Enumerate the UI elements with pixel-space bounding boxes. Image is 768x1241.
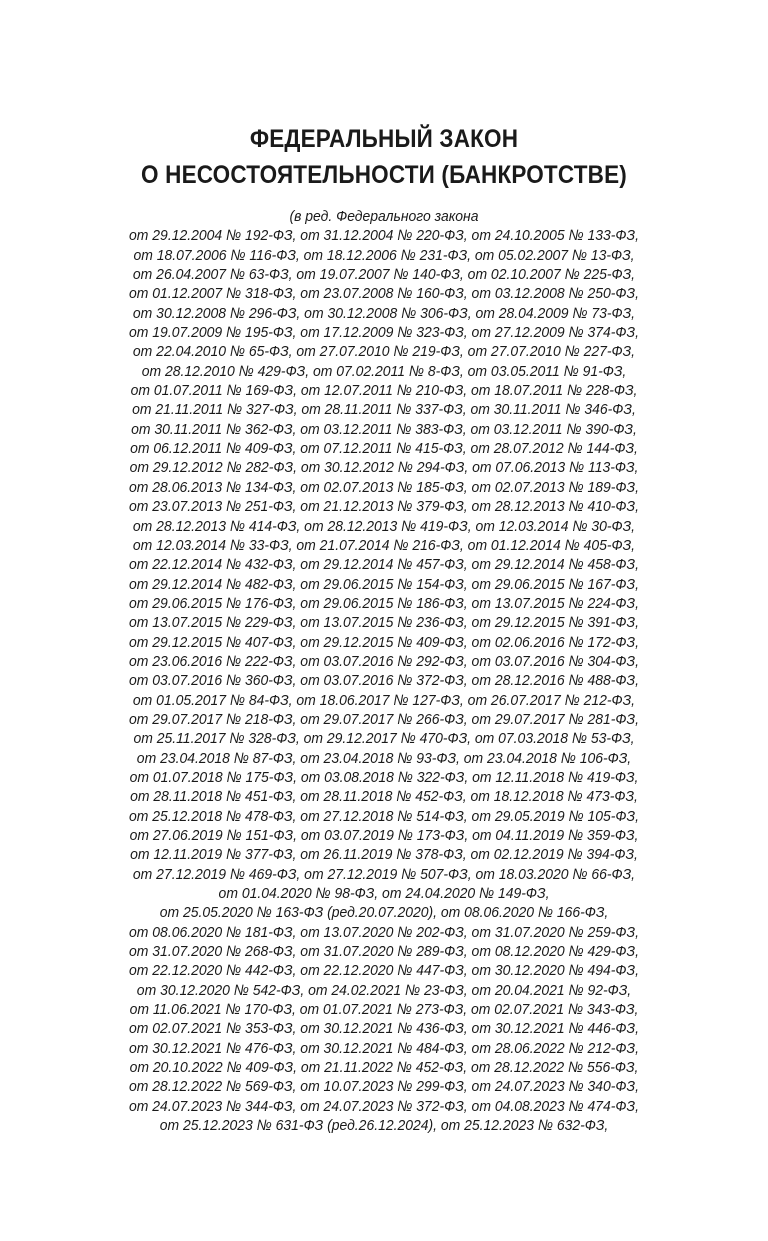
amendment-line: от 01.04.2020 № 98-ФЗ, от 24.04.2020 № 149-ФЗ, [218,885,550,903]
amendment-line: от 25.05.2020 № 163-ФЗ (ред.20.07.2020), от 08.06.2020 № 166-ФЗ, [159,904,609,922]
amendment-line: от 30.12.2021 № 476-ФЗ, от 30.12.2021 № 484-ФЗ, от 28.06.2022 № 212-ФЗ, [129,1039,639,1057]
amendment-line: от 19.07.2009 № 195-ФЗ, от 17.12.2009 № 323-ФЗ, от 27.12.2009 № 374-ФЗ, [129,324,639,342]
amendment-line: от 23.06.2016 № 222-ФЗ, от 03.07.2016 № 292-ФЗ, от 03.07.2016 № 304-ФЗ, [129,652,639,670]
amendment-line: от 28.11.2018 № 451-ФЗ, от 28.11.2018 № 452-ФЗ, от 18.12.2018 № 473-ФЗ, [130,788,638,806]
amendment-line: от 30.12.2008 № 296-ФЗ, от 30.12.2008 № 306-ФЗ, от 28.04.2009 № 73-ФЗ, [132,304,636,322]
amendment-line: от 20.10.2022 № 409-ФЗ, от 21.11.2022 № 452-ФЗ, от 28.12.2022 № 556-ФЗ, [129,1059,639,1077]
amendment-line: от 12.11.2019 № 377-ФЗ, от 26.11.2019 № 378-ФЗ, от 02.12.2019 № 394-ФЗ, [130,846,638,864]
amendment-line: от 29.12.2015 № 407-ФЗ, от 29.12.2015 № 409-ФЗ, от 02.06.2016 № 172-ФЗ, [129,633,639,651]
amendment-line: от 28.12.2010 № 429-ФЗ, от 07.02.2011 № 8-ФЗ, от 03.05.2011 № 91-ФЗ, [141,362,627,380]
amendment-line: от 29.07.2017 № 218-ФЗ, от 29.07.2017 № 266-ФЗ, от 29.07.2017 № 281-ФЗ, [129,710,639,728]
amendment-line: от 21.11.2011 № 327-ФЗ, от 28.11.2011 № 337-ФЗ, от 30.11.2011 № 346-ФЗ, [132,401,636,419]
amendment-line: от 18.07.2006 № 116-ФЗ, от 18.12.2006 № 231-ФЗ, от 05.02.2007 № 13-ФЗ, [133,246,635,264]
amendment-line: от 29.12.2014 № 482-ФЗ, от 29.06.2015 № 154-ФЗ, от 29.06.2015 № 167-ФЗ, [129,575,639,593]
amendment-line: от 13.07.2015 № 229-ФЗ, от 13.07.2015 № 236-ФЗ, от 29.12.2015 № 391-ФЗ, [129,614,639,632]
amendment-line: от 29.12.2004 № 192-ФЗ, от 31.12.2004 № 220-ФЗ, от 24.10.2005 № 133-ФЗ, [129,227,639,245]
amendment-line: от 06.12.2011 № 409-ФЗ, от 07.12.2011 № 415-ФЗ, от 28.07.2012 № 144-ФЗ, [130,440,638,458]
amendment-line: от 28.12.2013 № 414-ФЗ, от 28.12.2013 № 419-ФЗ, от 12.03.2014 № 30-ФЗ, [132,517,636,535]
amendment-line: от 23.04.2018 № 87-ФЗ, от 23.04.2018 № 93-ФЗ, от 23.04.2018 № 106-ФЗ, [136,749,632,767]
amendment-line: от 25.12.2018 № 478-ФЗ, от 27.12.2018 № 514-ФЗ, от 29.05.2019 № 105-ФЗ, [129,807,639,825]
amendment-line: от 08.06.2020 № 181-ФЗ, от 13.07.2020 № 202-ФЗ, от 31.07.2020 № 259-ФЗ, [129,923,639,941]
amendment-line: от 28.06.2013 № 134-ФЗ, от 02.07.2013 № 185-ФЗ, от 02.07.2013 № 189-ФЗ, [129,478,639,496]
amendment-line: от 22.12.2020 № 442-ФЗ, от 22.12.2020 № 447-ФЗ, от 30.12.2020 № 494-ФЗ, [129,962,639,980]
amendment-line: от 11.06.2021 № 170-ФЗ, от 01.07.2021 № 273-ФЗ, от 02.07.2021 № 343-ФЗ, [129,1001,639,1019]
amendment-line: от 03.07.2016 № 360-ФЗ, от 03.07.2016 № 372-ФЗ, от 28.12.2016 № 488-ФЗ, [129,672,639,690]
amendment-line: от 24.07.2023 № 344-ФЗ, от 24.07.2023 № 372-ФЗ, от 04.08.2023 № 474-ФЗ, [129,1097,639,1115]
amendment-line: от 02.07.2021 № 353-ФЗ, от 30.12.2021 № 436-ФЗ, от 30.12.2021 № 446-ФЗ, [129,1020,639,1038]
amendment-line: от 29.12.2012 № 282-ФЗ, от 30.12.2012 № 294-ФЗ, от 07.06.2013 № 113-ФЗ, [129,459,639,477]
amendment-line: от 01.05.2017 № 84-ФЗ, от 18.06.2017 № 127-ФЗ, от 26.07.2017 № 212-ФЗ, [132,691,636,709]
amendment-line: от 25.12.2023 № 631-ФЗ (ред.26.12.2024), от 25.12.2023 № 632-ФЗ, [159,1117,609,1135]
amendment-list [0,207,768,1136]
amendment-line: от 27.06.2019 № 151-ФЗ, от 03.07.2019 № 173-ФЗ, от 04.11.2019 № 359-ФЗ, [129,827,639,844]
amendment-line: от 31.07.2020 № 268-ФЗ, от 31.07.2020 № 289-ФЗ, от 08.12.2020 № 429-ФЗ, [129,943,639,961]
amendment-line: от 01.07.2011 № 169-ФЗ, от 12.07.2011 № 210-ФЗ, от 18.07.2011 № 228-ФЗ, [130,382,638,400]
amendment-line: от 25.11.2017 № 328-ФЗ, от 29.12.2017 № 470-ФЗ, от 07.03.2018 № 53-ФЗ, [133,730,635,748]
amendment-line: от 01.07.2018 № 175-ФЗ, от 03.08.2018 № 322-ФЗ, от 12.11.2018 № 419-ФЗ, [129,768,639,786]
amendment-line: (в ред. Федерального закона [289,208,479,225]
amendment-line: от 12.03.2014 № 33-ФЗ, от 21.07.2014 № 216-ФЗ, от 01.12.2014 № 405-ФЗ, [132,536,636,554]
amendment-line: от 23.07.2013 № 251-ФЗ, от 21.12.2013 № 379-ФЗ, от 28.12.2013 № 410-ФЗ, [129,498,639,516]
amendment-line: от 29.06.2015 № 176-ФЗ, от 29.06.2015 № 186-ФЗ, от 13.07.2015 № 224-ФЗ, [129,594,639,612]
amendment-line: от 28.12.2022 № 569-ФЗ, от 10.07.2023 № 299-ФЗ, от 24.07.2023 № 340-ФЗ, [129,1078,639,1096]
document-title-line-1: ФЕДЕРАЛЬНЫЙ ЗАКОН [249,125,519,153]
amendment-line: от 22.04.2010 № 65-ФЗ, от 27.07.2010 № 219-ФЗ, от 27.07.2010 № 227-ФЗ, [132,343,636,361]
amendment-line: от 30.11.2011 № 362-ФЗ, от 03.12.2011 № 383-ФЗ, от 03.12.2011 № 390-ФЗ, [131,420,637,438]
document-title-line-2: О НЕСОСТОЯТЕЛЬНОСТИ (БАНКРОТСТВЕ) [141,161,627,189]
amendment-line: от 27.12.2019 № 469-ФЗ, от 27.12.2019 № 507-ФЗ, от 18.03.2020 № 66-ФЗ, [132,865,636,883]
amendment-line: от 26.04.2007 № 63-ФЗ, от 19.07.2007 № 140-ФЗ, от 02.10.2007 № 225-ФЗ, [132,266,636,284]
amendment-line: от 22.12.2014 № 432-ФЗ, от 29.12.2014 № 457-ФЗ, от 29.12.2014 № 458-ФЗ, [129,556,639,574]
amendment-line: от 30.12.2020 № 542-ФЗ, от 24.02.2021 № 23-ФЗ, от 20.04.2021 № 92-ФЗ, [136,981,632,999]
amendment-line: от 01.12.2007 № 318-ФЗ, от 23.07.2008 № 160-ФЗ, от 03.12.2008 № 250-ФЗ, [129,285,639,303]
